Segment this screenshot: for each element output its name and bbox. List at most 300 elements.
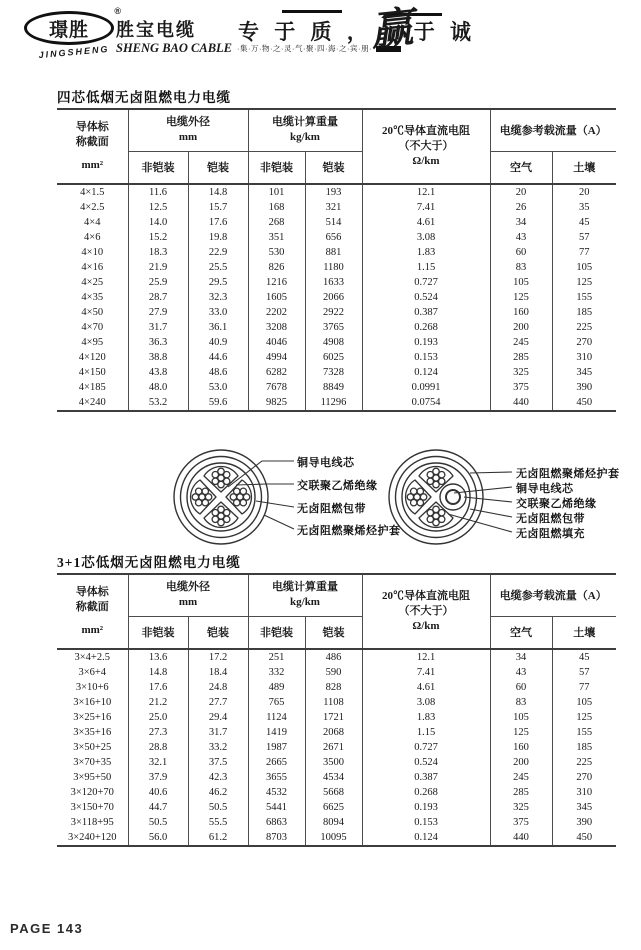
table-cell: 8094 bbox=[305, 815, 362, 830]
table-cell: 28.8 bbox=[128, 740, 188, 755]
table-cell: 12.1 bbox=[362, 184, 490, 200]
table-cell: 3655 bbox=[248, 770, 305, 785]
diagram-label: 无卤阻燃填充 bbox=[516, 528, 585, 540]
table-cell: 48.6 bbox=[188, 365, 248, 380]
table-cell: 2671 bbox=[305, 740, 362, 755]
table-cell: 514 bbox=[305, 215, 362, 230]
table-cell: 0.387 bbox=[362, 770, 490, 785]
cable-table-3plus1 bbox=[57, 573, 616, 847]
table-row bbox=[57, 215, 616, 230]
table-cell: 20 bbox=[490, 184, 552, 200]
table-cell: 1721 bbox=[305, 710, 362, 725]
table-cell: 4×6 bbox=[84, 232, 101, 243]
table-cell: 440 bbox=[490, 830, 552, 846]
table-cell: 4046 bbox=[248, 335, 305, 350]
table-cell: 0.524 bbox=[362, 290, 490, 305]
table-cell: 125 bbox=[490, 290, 552, 305]
table-cell: 0.124 bbox=[362, 830, 490, 846]
table-cell: 1419 bbox=[248, 725, 305, 740]
table-cell: 37.5 bbox=[188, 755, 248, 770]
table-cell: 325 bbox=[490, 365, 552, 380]
col-header-weight: 电缆计算重量 kg/km bbox=[248, 109, 362, 151]
col-header-air: 空气 bbox=[490, 616, 552, 649]
table-cell: 351 bbox=[248, 230, 305, 245]
table-cell: 17.6 bbox=[188, 215, 248, 230]
col-header-spec: 导体标 称截面 mm² bbox=[57, 109, 128, 184]
table-cell: 10095 bbox=[305, 830, 362, 846]
table-cell: 1.83 bbox=[362, 245, 490, 260]
table-cell: 12.5 bbox=[128, 200, 188, 215]
table-cell: 375 bbox=[490, 380, 552, 395]
table-cell: 2068 bbox=[305, 725, 362, 740]
table-cell: 4×95 bbox=[81, 337, 104, 348]
table-cell: 125 bbox=[490, 725, 552, 740]
table-cell: 8703 bbox=[248, 830, 305, 846]
table-cell: 155 bbox=[552, 290, 616, 305]
table-row bbox=[57, 335, 616, 350]
table-row bbox=[57, 184, 616, 200]
col-header-unarmored-od: 非铠装 bbox=[128, 151, 188, 184]
table-cell: 390 bbox=[552, 380, 616, 395]
table-cell: 332 bbox=[248, 665, 305, 680]
table-row bbox=[57, 785, 616, 800]
table-cell: 4534 bbox=[305, 770, 362, 785]
table-cell: 4×2.5 bbox=[80, 202, 105, 213]
col-header-resistance: 20℃导体直流电阻 （不大于） Ω/km bbox=[362, 109, 490, 184]
slogan-emphasis: 赢 bbox=[368, 4, 415, 56]
four-core-diagram bbox=[174, 450, 294, 544]
table-cell: 225 bbox=[552, 320, 616, 335]
table-row bbox=[57, 680, 616, 695]
company-logo bbox=[24, 6, 124, 61]
table-cell: 1124 bbox=[248, 710, 305, 725]
page-number: PAGE 143 bbox=[10, 921, 84, 936]
table-cell: 14.0 bbox=[128, 215, 188, 230]
table-cell: 3.08 bbox=[362, 695, 490, 710]
table-cell: 56.0 bbox=[128, 830, 188, 846]
table-cell: 17.6 bbox=[128, 680, 188, 695]
table-cell: 6625 bbox=[305, 800, 362, 815]
table-cell: 450 bbox=[552, 830, 616, 846]
table-cell: 60 bbox=[490, 245, 552, 260]
col-header-outer-diameter: 电缆外径 mm bbox=[128, 574, 248, 616]
table-cell: 0.524 bbox=[362, 755, 490, 770]
table-cell: 61.2 bbox=[188, 830, 248, 846]
table-cell: 36.3 bbox=[128, 335, 188, 350]
table-cell: 15.7 bbox=[188, 200, 248, 215]
table-cell: 1633 bbox=[305, 275, 362, 290]
table-cell: 486 bbox=[305, 649, 362, 665]
table-cell: 24.8 bbox=[188, 680, 248, 695]
section-title-3plus1: 3+1芯低烟无卤阻燃电力电缆 bbox=[57, 555, 241, 570]
table-row bbox=[57, 710, 616, 725]
registered-trademark-icon: ® bbox=[114, 6, 121, 16]
col-header-unarmored-wt: 非铠装 bbox=[248, 616, 305, 649]
table-cell: 38.8 bbox=[128, 350, 188, 365]
table-row bbox=[57, 770, 616, 785]
diagram-label: 无卤阻燃包带 bbox=[516, 513, 585, 525]
diagram-label: 无卤阻燃包带 bbox=[297, 503, 366, 515]
table-cell: 310 bbox=[552, 785, 616, 800]
table-cell: 185 bbox=[552, 740, 616, 755]
table-cell: 375 bbox=[490, 815, 552, 830]
table-cell: 40.6 bbox=[128, 785, 188, 800]
table-row bbox=[57, 305, 616, 320]
table-cell: 53.0 bbox=[188, 380, 248, 395]
table-cell: 36.1 bbox=[188, 320, 248, 335]
table-cell: 3×10+6 bbox=[75, 682, 109, 693]
col-header-weight: 电缆计算重量 kg/km bbox=[248, 574, 362, 616]
table-cell: 2066 bbox=[305, 290, 362, 305]
table-cell: 37.9 bbox=[128, 770, 188, 785]
table-cell: 27.3 bbox=[128, 725, 188, 740]
section-title-4core: 四芯低烟无卤阻燃电力电缆 bbox=[57, 90, 231, 105]
table-cell: 29.4 bbox=[188, 710, 248, 725]
table-cell: 0.153 bbox=[362, 350, 490, 365]
table-cell: 14.8 bbox=[188, 184, 248, 200]
table-cell: 6025 bbox=[305, 350, 362, 365]
table-cell: 6282 bbox=[248, 365, 305, 380]
col-header-unarmored-od: 非铠装 bbox=[128, 616, 188, 649]
table-cell: 50.5 bbox=[188, 800, 248, 815]
cable-table-4core bbox=[57, 108, 616, 412]
table-row bbox=[57, 830, 616, 846]
table-row bbox=[57, 395, 616, 411]
table-cell: 3×16+10 bbox=[73, 697, 112, 708]
table-cell: 4.61 bbox=[362, 680, 490, 695]
table-cell: 14.8 bbox=[128, 665, 188, 680]
table-cell: 125 bbox=[552, 275, 616, 290]
table-cell: 7678 bbox=[248, 380, 305, 395]
table-cell: 4×1.5 bbox=[80, 187, 105, 198]
table-row bbox=[57, 350, 616, 365]
table-cell: 43 bbox=[490, 230, 552, 245]
table-cell: 4×16 bbox=[81, 262, 104, 273]
logo-oval-mark bbox=[24, 6, 121, 45]
table-cell: 19.8 bbox=[188, 230, 248, 245]
table-cell: 4×185 bbox=[78, 382, 106, 393]
table-cell: 6863 bbox=[248, 815, 305, 830]
table-cell: 826 bbox=[248, 260, 305, 275]
table-cell: 55.5 bbox=[188, 815, 248, 830]
table-cell: 155 bbox=[552, 725, 616, 740]
table-cell: 0.0754 bbox=[362, 395, 490, 411]
table-cell: 105 bbox=[552, 695, 616, 710]
table-cell: 101 bbox=[248, 184, 305, 200]
table-cell: 656 bbox=[305, 230, 362, 245]
table-cell: 48.0 bbox=[128, 380, 188, 395]
table-cell: 3×35+16 bbox=[73, 727, 112, 738]
logo-subtext: JINGSHENG bbox=[38, 43, 110, 61]
table-cell: 3×6+4 bbox=[78, 667, 107, 678]
table-cell: 2202 bbox=[248, 305, 305, 320]
table-cell: 4×4 bbox=[84, 217, 101, 228]
table-cell: 7.41 bbox=[362, 200, 490, 215]
three-plus-one-core-diagram bbox=[389, 450, 512, 544]
table-cell: 160 bbox=[490, 305, 552, 320]
brand-tagline: ·集·万·物·之·灵·气·聚·四·海·之·宾·朋· bbox=[237, 44, 372, 53]
table-cell: 15.2 bbox=[128, 230, 188, 245]
table-cell: 881 bbox=[305, 245, 362, 260]
table-row bbox=[57, 815, 616, 830]
table-cell: 8849 bbox=[305, 380, 362, 395]
table-cell: 185 bbox=[552, 305, 616, 320]
table-cell: 193 bbox=[305, 184, 362, 200]
table-cell: 4×240 bbox=[78, 397, 106, 408]
table-cell: 50.5 bbox=[128, 815, 188, 830]
table-cell: 77 bbox=[552, 245, 616, 260]
table-cell: 0.193 bbox=[362, 335, 490, 350]
table-cell: 0.153 bbox=[362, 815, 490, 830]
table-cell: 33.0 bbox=[188, 305, 248, 320]
table-cell: 4×10 bbox=[81, 247, 104, 258]
table-cell: 60 bbox=[490, 680, 552, 695]
col-header-ampacity: 电缆参考载流量（A） bbox=[490, 574, 616, 616]
table-cell: 21.2 bbox=[128, 695, 188, 710]
table-cell: 0.124 bbox=[362, 365, 490, 380]
table-cell: 22.9 bbox=[188, 245, 248, 260]
table-row bbox=[57, 260, 616, 275]
table-cell: 1605 bbox=[248, 290, 305, 305]
table-cell: 18.3 bbox=[128, 245, 188, 260]
table-cell: 28.7 bbox=[128, 290, 188, 305]
col-header-air: 空气 bbox=[490, 151, 552, 184]
table-cell: 270 bbox=[552, 335, 616, 350]
table-cell: 7328 bbox=[305, 365, 362, 380]
table-cell: 40.9 bbox=[188, 335, 248, 350]
table-cell: 200 bbox=[490, 320, 552, 335]
table-cell: 225 bbox=[552, 755, 616, 770]
table-cell: 105 bbox=[552, 260, 616, 275]
table-cell: 57 bbox=[552, 665, 616, 680]
diagram-label: 交联聚乙烯绝缘 bbox=[516, 498, 597, 510]
table-row bbox=[57, 740, 616, 755]
table-cell: 125 bbox=[552, 710, 616, 725]
table-cell: 11296 bbox=[305, 395, 362, 411]
table-cell: 440 bbox=[490, 395, 552, 411]
diagram-label: 铜导电线芯 bbox=[297, 457, 355, 469]
table-cell: 3×4+2.5 bbox=[74, 652, 110, 663]
table-cell: 25.5 bbox=[188, 260, 248, 275]
table-cell: 590 bbox=[305, 665, 362, 680]
table-cell: 245 bbox=[490, 335, 552, 350]
table-cell: 45 bbox=[552, 649, 616, 665]
company-slogan bbox=[238, 4, 477, 56]
table-cell: 4×150 bbox=[78, 367, 106, 378]
table-row bbox=[57, 365, 616, 380]
table-cell: 0.193 bbox=[362, 800, 490, 815]
table-cell: 57 bbox=[552, 230, 616, 245]
table-cell: 0.387 bbox=[362, 305, 490, 320]
table-cell: 1.15 bbox=[362, 260, 490, 275]
table-cell: 489 bbox=[248, 680, 305, 695]
slogan-part1: 专 于 质 ， bbox=[238, 19, 373, 44]
table-cell: 0.268 bbox=[362, 785, 490, 800]
table-cell: 1.83 bbox=[362, 710, 490, 725]
table-cell: 32.1 bbox=[128, 755, 188, 770]
table-cell: 7.41 bbox=[362, 665, 490, 680]
table-cell: 160 bbox=[490, 740, 552, 755]
table-cell: 3×50+25 bbox=[73, 742, 112, 753]
diagram-label: 无卤阻燃聚烯烃护套 bbox=[297, 525, 401, 537]
table-cell: 27.7 bbox=[188, 695, 248, 710]
table-row bbox=[57, 320, 616, 335]
table-cell: 4×25 bbox=[81, 277, 104, 288]
brand-name-en: SHENG BAO CABLE bbox=[116, 41, 233, 55]
table-cell: 4908 bbox=[305, 335, 362, 350]
table-cell: 1108 bbox=[305, 695, 362, 710]
table-cell: 245 bbox=[490, 770, 552, 785]
table-row bbox=[57, 275, 616, 290]
table-cell: 5668 bbox=[305, 785, 362, 800]
col-header-armored-od: 铠装 bbox=[188, 151, 248, 184]
table-cell: 0.268 bbox=[362, 320, 490, 335]
col-header-resistance: 20℃导体直流电阻 （不大于） Ω/km bbox=[362, 574, 490, 649]
table-cell: 0.0991 bbox=[362, 380, 490, 395]
table-row bbox=[57, 245, 616, 260]
col-header-armored-wt: 铠装 bbox=[305, 151, 362, 184]
table-cell: 3×95+50 bbox=[73, 772, 112, 783]
table-row bbox=[57, 800, 616, 815]
table-cell: 2665 bbox=[248, 755, 305, 770]
table-cell: 11.6 bbox=[128, 184, 188, 200]
table-cell: 270 bbox=[552, 770, 616, 785]
table-cell: 13.6 bbox=[128, 649, 188, 665]
table-cell: 345 bbox=[552, 365, 616, 380]
table-cell: 1216 bbox=[248, 275, 305, 290]
col-header-unarmored-wt: 非铠装 bbox=[248, 151, 305, 184]
table-cell: 3×150+70 bbox=[70, 802, 114, 813]
table-cell: 43.8 bbox=[128, 365, 188, 380]
table-cell: 83 bbox=[490, 695, 552, 710]
table-cell: 1180 bbox=[305, 260, 362, 275]
table-cell: 3765 bbox=[305, 320, 362, 335]
table-cell: 4.61 bbox=[362, 215, 490, 230]
table-cell: 450 bbox=[552, 395, 616, 411]
table-cell: 1987 bbox=[248, 740, 305, 755]
table-cell: 390 bbox=[552, 815, 616, 830]
logo-text: 璟胜 bbox=[48, 19, 89, 41]
table-cell: 105 bbox=[490, 275, 552, 290]
table-row bbox=[57, 230, 616, 245]
table-row bbox=[57, 755, 616, 770]
table-cell: 168 bbox=[248, 200, 305, 215]
table-cell: 77 bbox=[552, 680, 616, 695]
table-cell: 43 bbox=[490, 665, 552, 680]
table-cell: 44.6 bbox=[188, 350, 248, 365]
diagram-label: 交联聚乙烯绝缘 bbox=[297, 480, 378, 492]
col-header-soil: 土壤 bbox=[552, 616, 616, 649]
diagram-label: 铜导电线芯 bbox=[516, 483, 574, 495]
table-cell: 34 bbox=[490, 649, 552, 665]
slogan-part2: 于 诚 bbox=[413, 19, 477, 44]
table-cell: 35 bbox=[552, 200, 616, 215]
col-header-spec: 导体标 称截面 mm² bbox=[57, 574, 128, 649]
table-cell: 4×35 bbox=[81, 292, 104, 303]
table-cell: 310 bbox=[552, 350, 616, 365]
table-cell: 5441 bbox=[248, 800, 305, 815]
table-cell: 285 bbox=[490, 350, 552, 365]
table-cell: 53.2 bbox=[128, 395, 188, 411]
col-header-armored-od: 铠装 bbox=[188, 616, 248, 649]
table-cell: 25.9 bbox=[128, 275, 188, 290]
table-row bbox=[57, 200, 616, 215]
table-cell: 9825 bbox=[248, 395, 305, 411]
brand-name: 胜宝电缆 bbox=[116, 20, 196, 40]
table-cell: 765 bbox=[248, 695, 305, 710]
table-cell: 3×240+120 bbox=[67, 832, 117, 843]
col-header-armored-wt: 铠装 bbox=[305, 616, 362, 649]
table-row bbox=[57, 665, 616, 680]
table-cell: 33.2 bbox=[188, 740, 248, 755]
table-cell: 105 bbox=[490, 710, 552, 725]
table-cell: 31.7 bbox=[188, 725, 248, 740]
table-cell: 17.2 bbox=[188, 649, 248, 665]
table-cell: 1.15 bbox=[362, 725, 490, 740]
table-cell: 12.1 bbox=[362, 649, 490, 665]
table-cell: 828 bbox=[305, 680, 362, 695]
table-cell: 200 bbox=[490, 755, 552, 770]
table-cell: 44.7 bbox=[128, 800, 188, 815]
table-cell: 3208 bbox=[248, 320, 305, 335]
table-cell: 268 bbox=[248, 215, 305, 230]
table-cell: 325 bbox=[490, 800, 552, 815]
table-cell: 3.08 bbox=[362, 230, 490, 245]
table-cell: 345 bbox=[552, 800, 616, 815]
table-cell: 2922 bbox=[305, 305, 362, 320]
table-cell: 0.727 bbox=[362, 740, 490, 755]
table-cell: 34 bbox=[490, 215, 552, 230]
table-cell: 3×25+16 bbox=[73, 712, 112, 723]
table-cell: 4532 bbox=[248, 785, 305, 800]
col-header-outer-diameter: 电缆外径 mm bbox=[128, 109, 248, 151]
table-cell: 83 bbox=[490, 260, 552, 275]
table-cell: 25.0 bbox=[128, 710, 188, 725]
table-cell: 59.6 bbox=[188, 395, 248, 411]
table-cell: 20 bbox=[552, 184, 616, 200]
table-cell: 530 bbox=[248, 245, 305, 260]
table-cell: 31.7 bbox=[128, 320, 188, 335]
table-row bbox=[57, 695, 616, 710]
table-cell: 321 bbox=[305, 200, 362, 215]
table-cell: 285 bbox=[490, 785, 552, 800]
table-cell: 3×118+95 bbox=[70, 817, 114, 828]
table-cell: 32.3 bbox=[188, 290, 248, 305]
table-cell: 4×70 bbox=[81, 322, 104, 333]
table-cell: 4994 bbox=[248, 350, 305, 365]
table-row bbox=[57, 380, 616, 395]
table-cell: 4×50 bbox=[81, 307, 104, 318]
table-cell: 29.5 bbox=[188, 275, 248, 290]
table-cell: 3×70+35 bbox=[73, 757, 112, 768]
col-header-soil: 土壤 bbox=[552, 151, 616, 184]
table-cell: 46.2 bbox=[188, 785, 248, 800]
table-cell: 0.727 bbox=[362, 275, 490, 290]
table-cell: 251 bbox=[248, 649, 305, 665]
table-row bbox=[57, 649, 616, 665]
table-cell: 3×120+70 bbox=[70, 787, 114, 798]
diagram-label: 无卤阻燃聚烯烃护套 bbox=[516, 468, 620, 480]
table-cell: 4×120 bbox=[78, 352, 106, 363]
table-cell: 45 bbox=[552, 215, 616, 230]
table-row bbox=[57, 725, 616, 740]
table-cell: 21.9 bbox=[128, 260, 188, 275]
table-row bbox=[57, 290, 616, 305]
col-header-ampacity: 电缆参考载流量（A） bbox=[490, 109, 616, 151]
table-cell: 18.4 bbox=[188, 665, 248, 680]
table-cell: 26 bbox=[490, 200, 552, 215]
table-cell: 3500 bbox=[305, 755, 362, 770]
